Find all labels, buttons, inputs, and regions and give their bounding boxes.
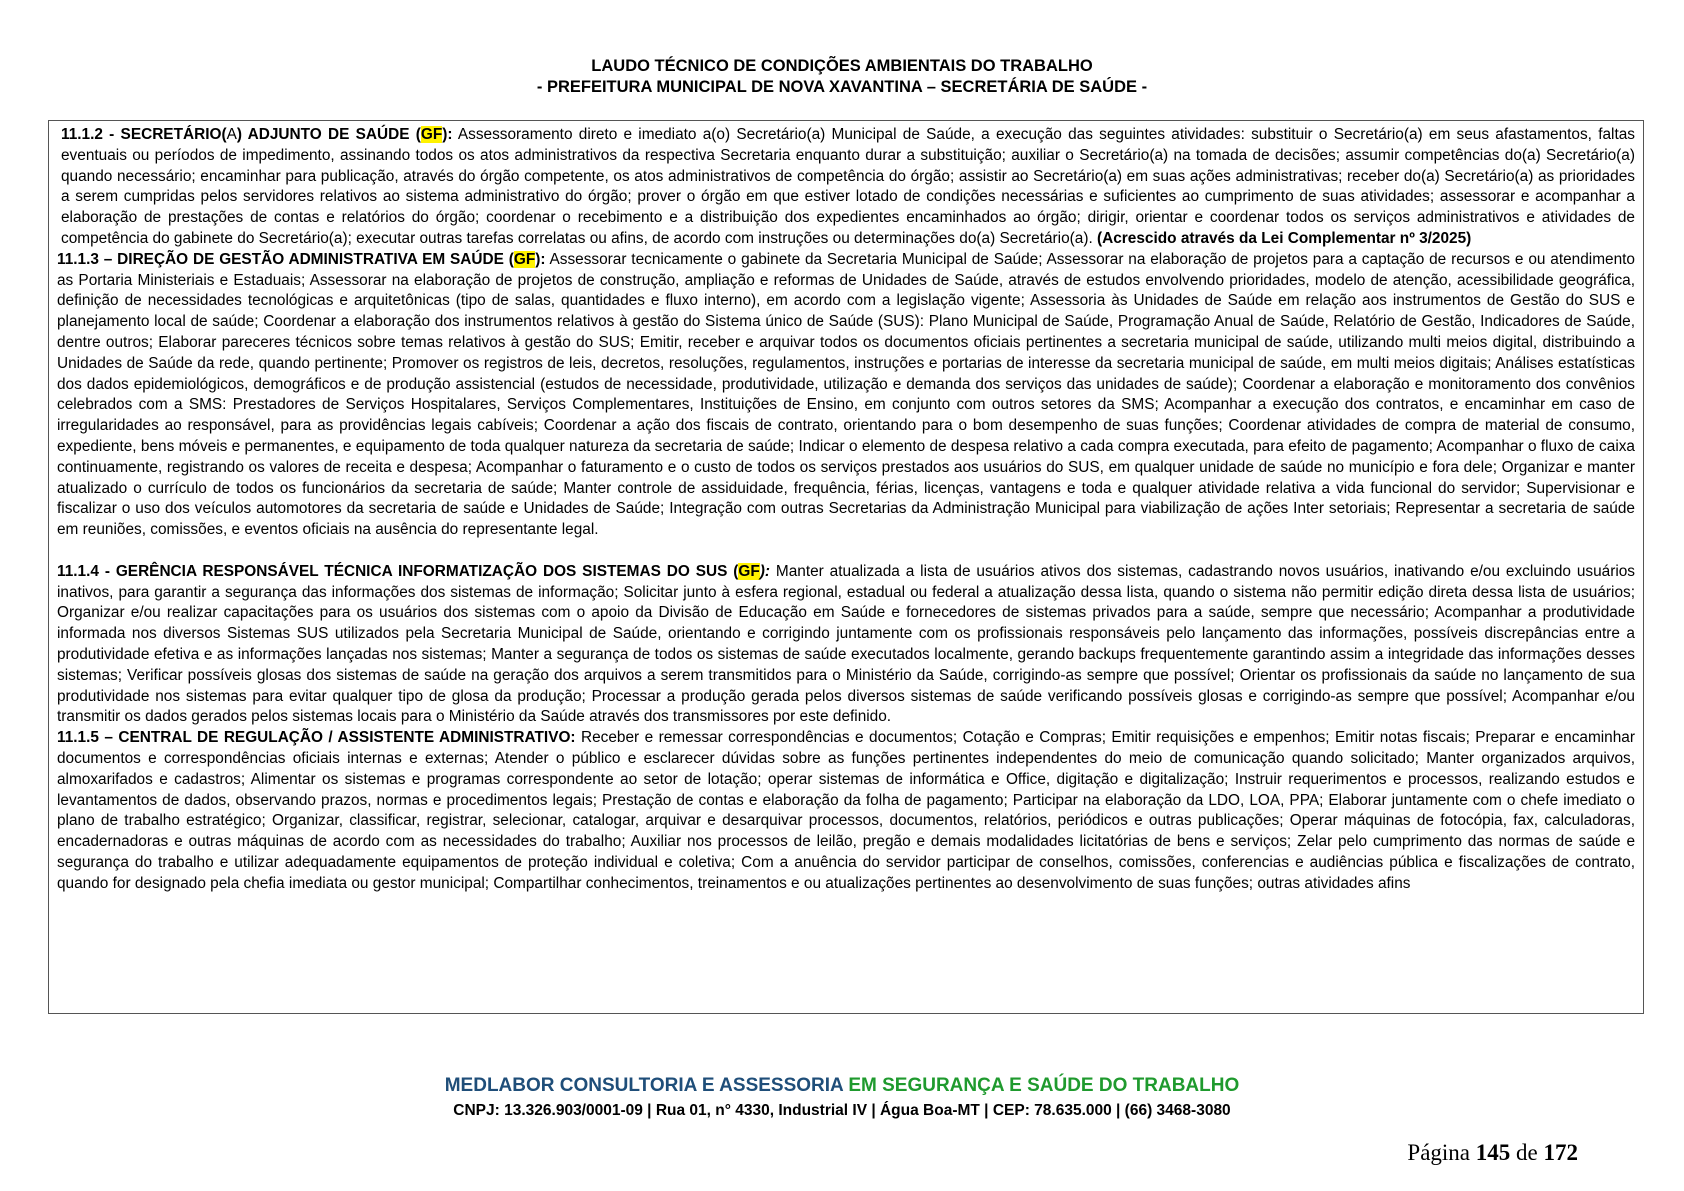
document-header bbox=[0, 56, 1684, 98]
section-11-1-5 bbox=[57, 728, 1635, 894]
section-11-1-2 bbox=[57, 125, 1635, 250]
paragraph-spacer bbox=[57, 541, 1635, 562]
content-box bbox=[48, 120, 1644, 1014]
document-footer bbox=[0, 1074, 1684, 1122]
company-name: MEDLABOR CONSULTORIA E ASSESSORIA EM SEGURANÇA E SAÚDE DO TRABALHO bbox=[444, 1075, 1240, 1096]
company-address: CNPJ: 13.326.903/0001-09 | Rua 01, n° 4330, Industrial IV | Água Boa-MT | CEP: 78.635.000 | (66) 3468-3080 bbox=[453, 1102, 1231, 1119]
gf-highlight: GF bbox=[420, 126, 443, 143]
gf-highlight: GF bbox=[513, 250, 536, 268]
section-note: (Acrescido através da Lei Complementar nº 3/2025) bbox=[1097, 229, 1472, 247]
section-title: 11.1.3 – DIREÇÃO DE GESTÃO ADMINISTRATIVA EM SAÚDE (GF): bbox=[57, 250, 546, 268]
page-number: Página 145 de 172 bbox=[1407, 1140, 1578, 1165]
header-subtitle: - PREFEITURA MUNICIPAL DE NOVA XAVANTINA – SECRETÁRIA DE SAÚDE - bbox=[536, 78, 1148, 96]
section-body: Receber e remessar correspondências e documentos; Cotação e Compras; Emitir requisições e empenhos; Emitir notas fiscais; Preparar e encaminhar documentos e correspondências oficiais internas e externas; Atender o público e esclarecer dúvidas sobre as funções pertinentes independentes do meio de comunicação quando solicitado; Manter organizados arquivos, almoxarifados e cadastros; Alimentar os sistemas e programas correspondente ao setor de lotação; operar sistemas de informática e Office, digitação e digitalização; Instruir requerimentos e processos, realizando estudos e levantamentos de dados, observando prazos, normas e procedimentos legais; Prestação de contas e elaboração da folha de pagamento; Participar na elaboração da LDO, LOA, PPA; Elaborar juntamente com o chefe imediato o plano de trabalho estratégico; Organizar, classificar, registrar, selecionar, catalogar, arquivar e desarquivar processos, documentos, relatórios, periódicos e outras publicações; Operar máquinas de fotocópia, fax, calculadoras, encadernadoras e outras máquinas de acordo com as necessidades do trabalho; Auxiliar nos processos de leilão, pregão e demais modalidades licitatórias de bens e serviços; Zelar pelo cumprimento das normas de saúde e segurança do trabalho e utilizar adequadamente equipamentos de proteção individual e coletiva; Com a anuência do servidor participar de conselhos, comissões, conferencias e audiências pública e fiscalizações de contrato, quando for designado pela chefia imediata ou gestor municipal; Compartilhar conhecimentos, treinamentos e ou atualizações pertinentes ao desenvolvimento de suas funções; outras atividades afins bbox=[57, 729, 1635, 892]
section-title: 11.1.5 – CENTRAL DE REGULAÇÃO / ASSISTENTE ADMINISTRATIVO: bbox=[57, 729, 576, 747]
section-11-1-3 bbox=[57, 250, 1635, 541]
section-title: 11.1.4 - GERÊNCIA RESPONSÁVEL TÉCNICA INFORMATIZAÇÃO DOS SISTEMAS DO SUS (GF): bbox=[57, 562, 771, 580]
section-body: Assessorar tecnicamente o gabinete da Secretaria Municipal de Saúde; Assessorar na elaboração de projetos para a captação de recursos e ou atendimento as Portaria Ministeriais e Estaduais; Assessorar na elaboração de projetos de construção, ampliação e reformas de Unidades de Saúde, através de estudos envolvendo prioridades, modelo de atenção, acessibilidade geográfica, definição de necessidades tecnológicas e arquitetônicas (tipo de salas, quantidades e fluxo interno), em acordo com a legislação vigente; Assessoria às Unidades de Saúde em relação aos instrumentos de Gestão do SUS e planejamento local de saúde; Coordenar a elaboração dos instrumentos relativos à gestão do Sistema único de Saúde (SUS): Plano Municipal de Saúde, Programação Anual de Saúde, Relatório de Gestão, Indicadores de Saúde, dentre outros; Elaborar pareceres técnicos sobre temas relativos à gestão do SUS; Emitir, receber e arquivar todos os documentos oficiais pertinentes a secretaria municipal de saúde, utilizando multi meios digital, distribuindo a Unidades de Saúde da rede, quando pertinente; Promover os registros de leis, decretos, resoluções, regulamentos, instruções e portarias de interesse da secretaria municipal de saúde, em multi meios digitais; Análises estatísticas dos dados epidemiológicos, demográficos e de produção assistencial (estudos de necessidade, produtividade, utilização e demanda dos serviços das unidades de saúde); Coordenar a elaboração e monitoramento dos convênios celebrados com a SMS: Prestadores de Serviços Hospitalares, Serviços Complementares, Instituições de Ensino, em conjunto com outros setores da SMS; Acompanhar a execução dos contratos, e encaminhar em caso de irregularidades ao responsável, para as providências legais cabíveis; Coordenar a ação dos fiscais de contrato, orientando para o bom desempenho de suas funções; Coordenar atividades de compra de material de consumo, expediente, bens móveis e permanentes, e equipamento de toda qualquer natureza da secretaria de saúde; Indicar o elemento de despesa relativo a cada compra executada, para efeito de pagamento; Acompanhar o fluxo de caixa continuamente, registrando os valores de receita e despesa; Acompanhar o faturamento e o custo de todos os serviços prestados aos usuários do SUS, em qualquer unidade de saúde no município e fora dele; Organizar e manter atualizado o currículo de todos os funcionários da secretaria de saúde; Manter controle de assiduidade, frequência, férias, licenças, vantagens e toda e qualquer atividade relativa a vida funcional do servidor; Supervisionar e fiscalizar o uso dos veículos automotores da secretaria de saúde e Unidades de Saúde; Integração com outras Secretarias da Administração Municipal para viabilização de ações Inter setoriais; Representar a secretaria de saúde em reuniões, comissões, e eventos oficiais na ausência do representante legal. bbox=[57, 250, 1635, 539]
header-title: LAUDO TÉCNICO DE CONDIÇÕES AMBIENTAIS DO TRABALHO bbox=[591, 57, 1093, 75]
gf-highlight: GF bbox=[738, 562, 760, 580]
section-11-1-4 bbox=[57, 562, 1635, 728]
section-title: 11.1.2 - SECRETÁRIO(A) ADJUNTO DE SAÚDE (GF): bbox=[61, 126, 453, 143]
section-body: Manter atualizada a lista de usuários ativos dos sistemas, cadastrando novos usuários, inativando e/ou excluindo usuários inativos, para garantir a segurança das informações dos sistemas de informação; Solicitar junto à esfera regional, estadual ou federal a atualização dessa lista, quando o sistema não permitir edição direta dessa lista de usuários; Organizar e/ou realizar capacitações para os usuários dos sistemas com o apoio da Divisão de Educação em Saúde e fornecedores de sistemas privados para a saúde, sempre que necessário; Acompanhar a produtividade informada nos diversos Sistemas SUS utilizados pela Secretaria Municipal de Saúde, orientando e corrigindo juntamente com os profissionais responsáveis pelo lançamento das informações, possíveis discrepâncias entre a produtividade efetiva e as informações lançadas nos sistemas; Manter a segurança de todos os sistemas de saúde executados localmente, gerando backups frequentemente garantindo assim a integridade das informações desses sistemas; Verificar possíveis glosas dos sistemas de saúde na geração dos arquivos a serem transmitidos para o Ministério da Saúde, corrigindo-as sempre que possível; Orientar os profissionais da saúde no lançamento de sua produtividade nos sistemas para evitar qualquer tipo de glosa da produção; Processar a produção gerada pelos diversos sistemas de saúde verificando possíveis glosas e corrigindo-as sempre que possível; Acompanhar e/ou transmitir os dados gerados pelos sistemas locais para o Ministério da Saúde através dos transmissores por este definido. bbox=[57, 562, 1635, 726]
section-body: Assessoramento direto e imediato a(o) Secretário(a) Municipal de Saúde, a execução das seguintes atividades: substituir o Secretário(a) em seus afastamentos, faltas eventuais ou períodos de impedimento, assinando todos os atos administrativos da respectiva Secretaria enquanto durar a substituição; auxiliar o Secretário(a) na tomada de decisões; assumir competências do(a) Secretário(a) quando necessário; encaminhar para publicação, através do órgão competente, os atos administrativos de competência do órgão; assistir ao Secretário(a) em suas ações administrativas; receber do(a) Secretário(a) as prioridades a serem cumpridas pelos servidores relativos ao sistema administrativo do órgão; prover o órgão em que estiver lotado de condições necessárias e suficientes ao cumprimento de suas atividades; assessorar e acompanhar a elaboração de prestações de contas e relatórios do órgão; coordenar o recebimento e a distribuição dos expedientes encaminhados ao órgão; dirigir, orientar e coordenar todos os serviços administrativos e atividades de competência do gabinete do Secretário(a); executar outras tarefas correlatas ou afins, de acordo com instruções ou determinações do(a) Secretário(a). bbox=[61, 126, 1635, 247]
